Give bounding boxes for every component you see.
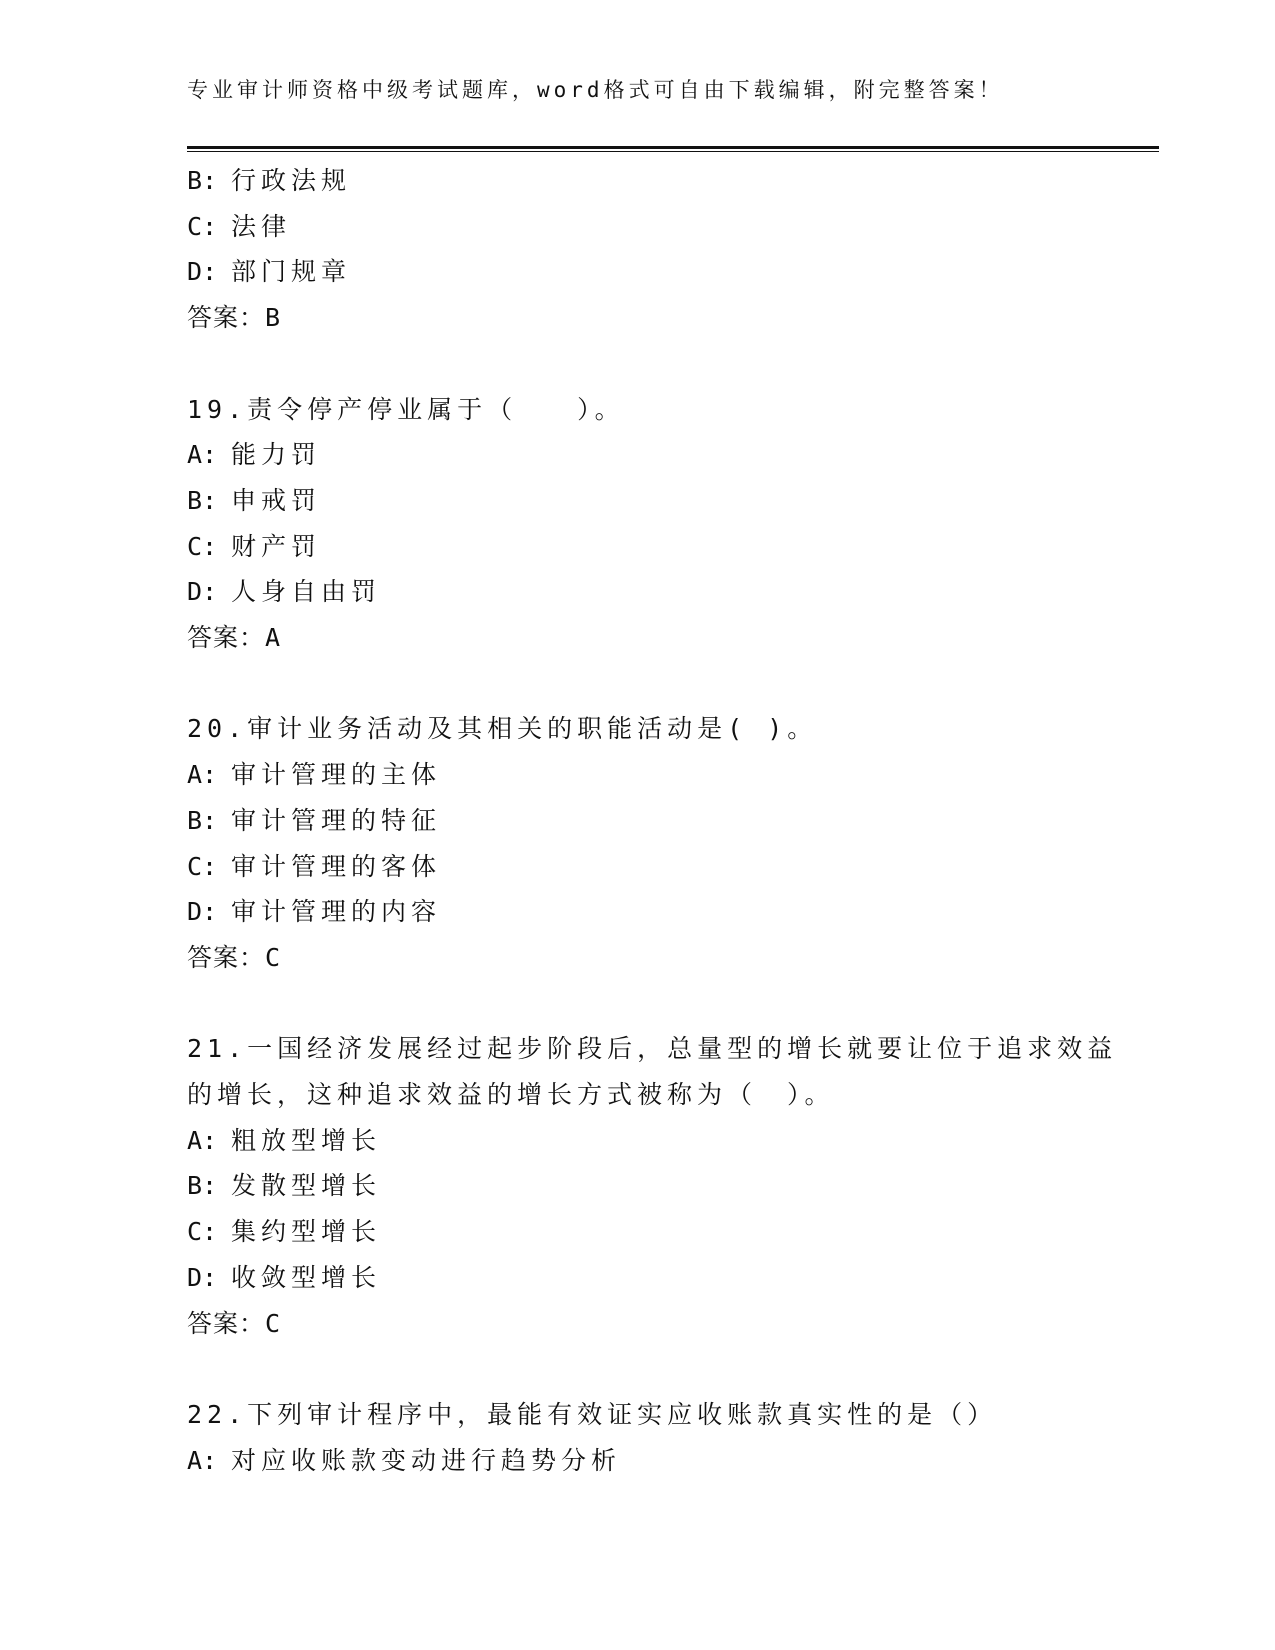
spacer <box>187 1346 1077 1392</box>
option-item <box>187 1163 1077 1209</box>
question-block-20 <box>187 706 1077 980</box>
question-stem: 21.一国经济发展经过起步阶段后，总量型的增长就要让位于追求效益 <box>187 1034 1118 1064</box>
option-letter: B: <box>187 485 218 515</box>
option-letter: D: <box>187 577 218 607</box>
option-item <box>187 478 1077 524</box>
option-text: 行政法规 <box>231 166 352 195</box>
spacer <box>187 661 1077 707</box>
option-item <box>187 249 1077 295</box>
question-stem: 22.下列审计程序中，最能有效证实应收账款真实性的是（） <box>187 1399 998 1429</box>
option-item <box>187 432 1077 478</box>
option-item <box>187 158 1077 204</box>
spacer <box>187 981 1077 1027</box>
option-item <box>187 1438 1077 1484</box>
option-text: 审计管理的特征 <box>231 805 442 835</box>
answer-label: 答案： <box>187 623 266 653</box>
option-text: 粗放型增长 <box>231 1125 382 1155</box>
option-item <box>187 569 1077 615</box>
option-text: 部门规章 <box>231 257 352 287</box>
answer-value: B <box>265 303 282 333</box>
answer-line <box>187 615 1077 661</box>
option-text: 审计管理的内容 <box>231 897 442 927</box>
option-letter: B: <box>187 1171 218 1201</box>
option-letter: D: <box>187 1262 218 1292</box>
option-item <box>187 204 1077 250</box>
option-text: 财产罚 <box>231 531 322 561</box>
answer-line <box>187 1301 1077 1347</box>
option-text: 发散型增长 <box>231 1171 382 1201</box>
page-header: 专业审计师资格中级考试题库，word格式可自由下载编辑，附完整答案！ <box>187 78 1004 102</box>
header-rule-thin <box>187 151 1159 152</box>
option-letter: A: <box>187 440 218 470</box>
option-letter: A: <box>187 760 218 790</box>
option-letter: D: <box>187 897 218 927</box>
spacer <box>187 341 1077 387</box>
option-text: 收敛型增长 <box>231 1262 382 1292</box>
option-text: 法律 <box>231 211 292 241</box>
option-item <box>187 1118 1077 1164</box>
option-item <box>187 1255 1077 1301</box>
answer-line <box>187 295 1077 341</box>
option-text: 申戒罚 <box>231 485 322 515</box>
option-letter: C: <box>187 211 218 241</box>
header-rule <box>187 146 1159 149</box>
option-letter: C: <box>187 1217 218 1247</box>
answer-value: C <box>265 1308 282 1338</box>
option-text: 集约型增长 <box>231 1217 382 1247</box>
question-block-22 <box>187 1392 1077 1483</box>
question-stem: 19.责令停产停业属于（ ）。 <box>187 394 625 424</box>
option-letter: C: <box>187 531 218 561</box>
option-text: 审计管理的主体 <box>231 760 442 790</box>
option-item <box>187 798 1077 844</box>
answer-value: A <box>265 623 282 653</box>
question-block-21 <box>187 1026 1118 1346</box>
answer-label: 答案： <box>187 942 266 972</box>
option-letter: A: <box>187 1125 218 1155</box>
option-item <box>187 889 1077 935</box>
option-letter: B: <box>187 805 218 835</box>
option-text: 能力罚 <box>231 440 322 470</box>
question-block-19 <box>187 387 1077 661</box>
question-stem-continued: 的增长，这种追求效益的增长方式被称为（ ）。 <box>187 1080 835 1110</box>
question-stem: 20.审计业务活动及其相关的职能活动是( )。 <box>187 714 818 744</box>
option-item <box>187 844 1077 890</box>
option-letter: B: <box>187 166 218 195</box>
option-text: 审计管理的客体 <box>231 851 442 881</box>
option-letter: C: <box>187 851 218 881</box>
answer-value: C <box>265 942 282 972</box>
option-letter: A: <box>187 1445 218 1475</box>
question-block-continued <box>187 158 1077 341</box>
answer-label: 答案： <box>187 303 266 333</box>
option-letter: D: <box>187 257 218 287</box>
option-text: 人身自由罚 <box>231 577 382 607</box>
option-item <box>187 524 1077 570</box>
content-area <box>187 158 1118 1483</box>
answer-label: 答案： <box>187 1308 266 1338</box>
option-text: 对应收账款变动进行趋势分析 <box>231 1445 622 1475</box>
option-item <box>187 752 1077 798</box>
option-item <box>187 1209 1077 1255</box>
answer-line <box>187 935 1077 981</box>
